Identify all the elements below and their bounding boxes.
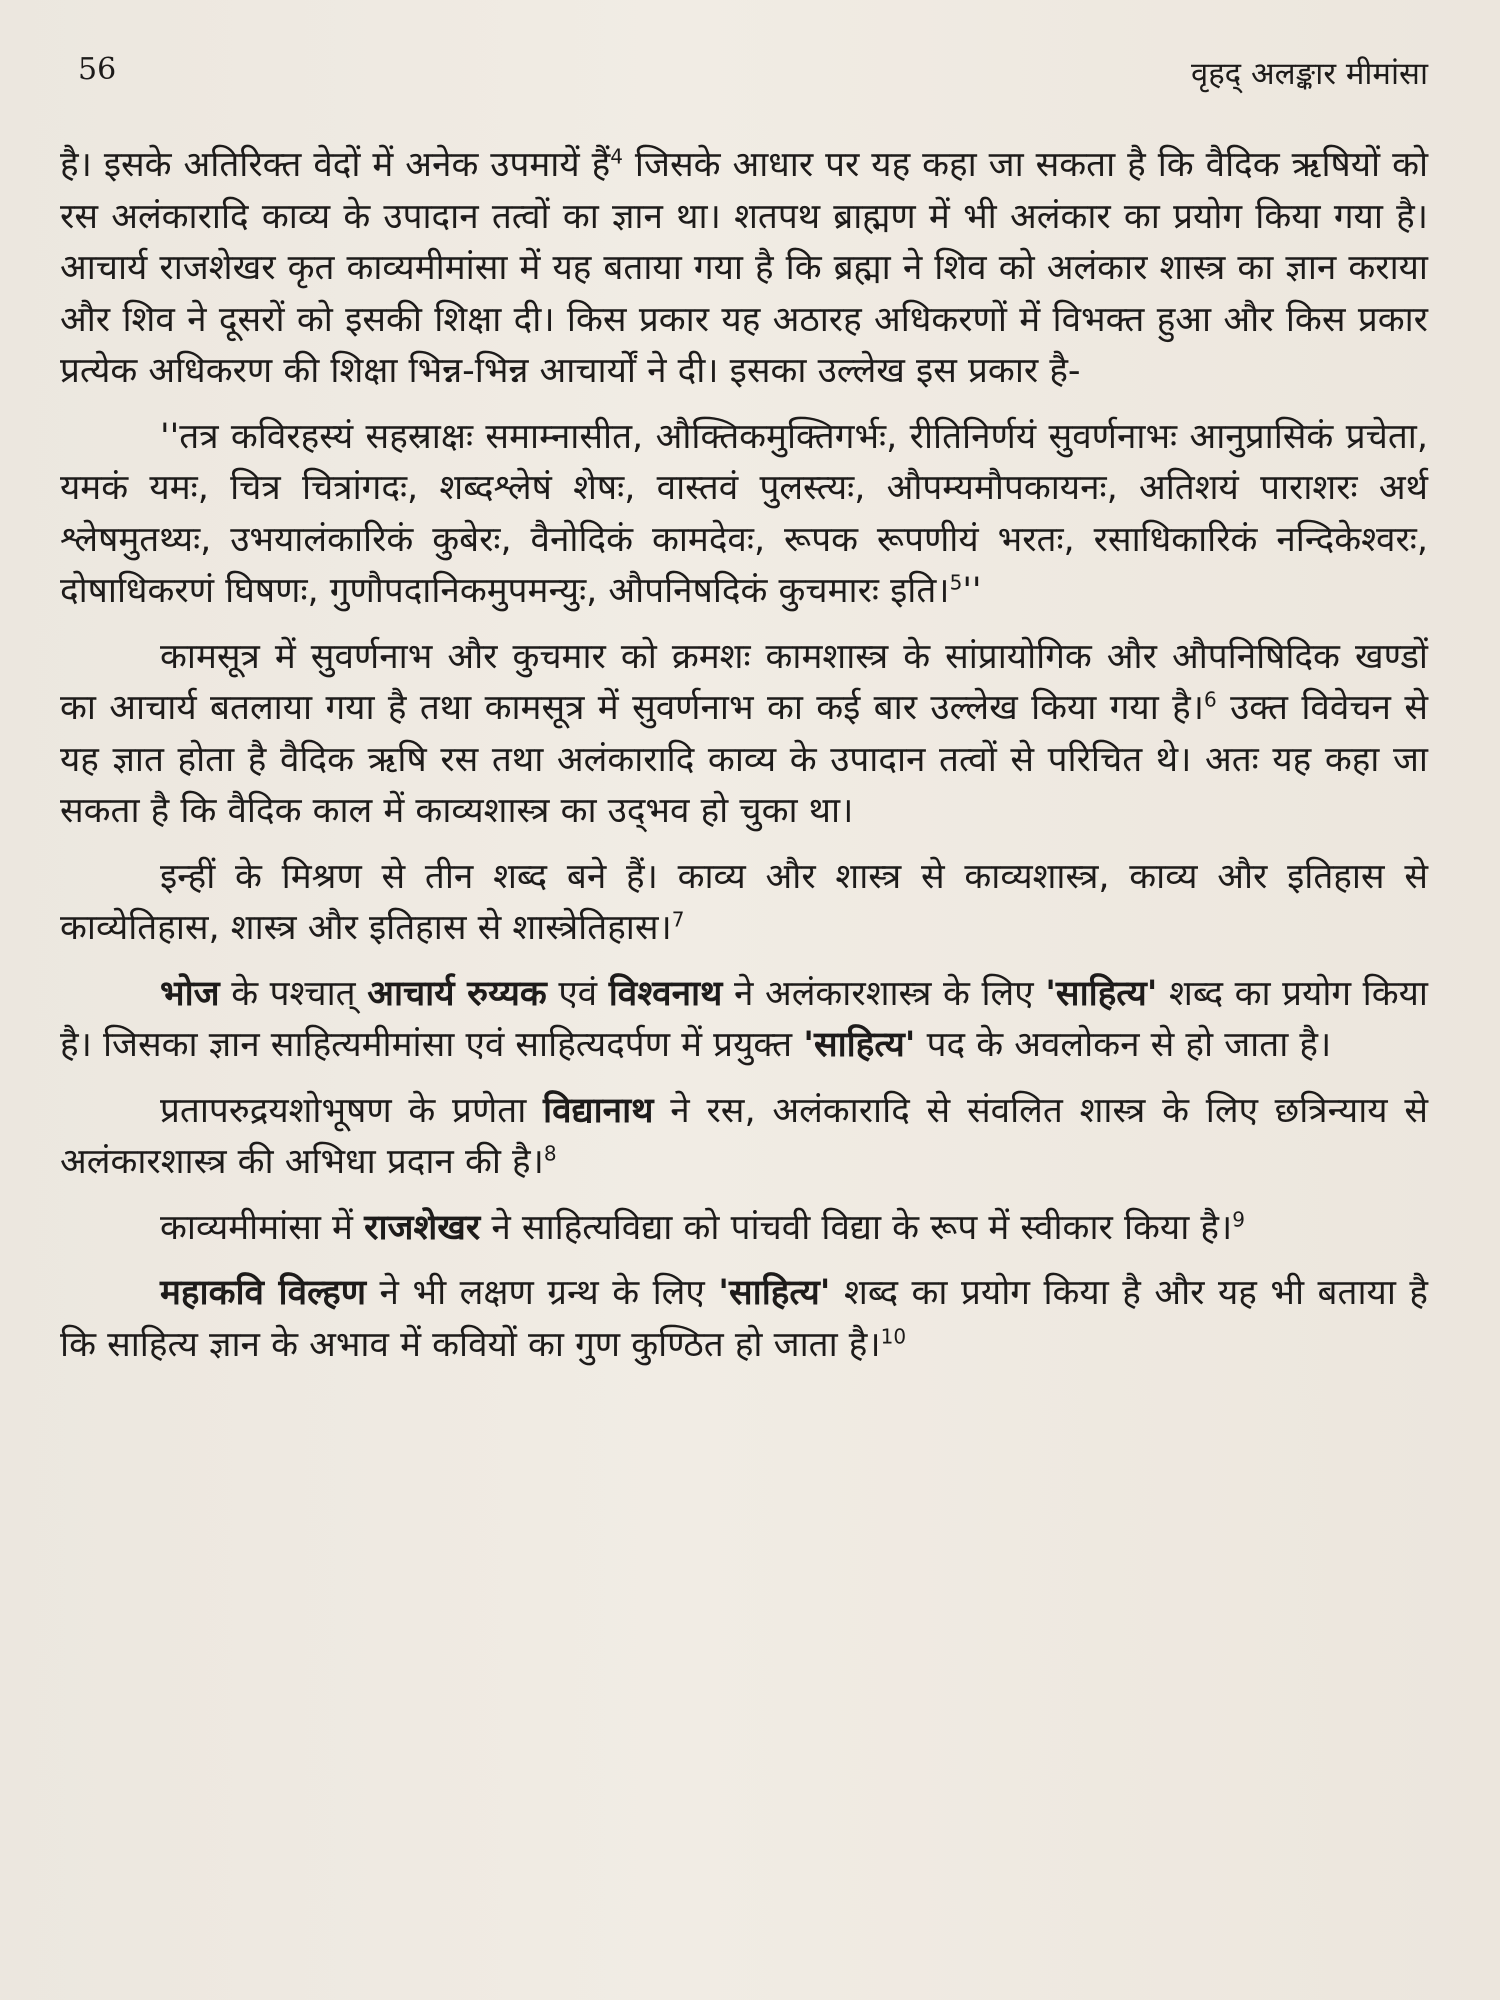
page-body bbox=[60, 140, 1428, 1385]
bold-term: विद्यानाथ bbox=[543, 1090, 654, 1131]
text-run: काव्यमीमांसा में bbox=[160, 1207, 365, 1248]
text-run: जिसके आधार पर यह कहा जा सकता है कि वैदिक ऋषियों को रस अलंकारादि काव्य के उपादान तत्वों का ज्ञान था। शतपथ ब्राह्मण में भी अलंकार का प्रयोग किया गया है। आचार्य राजशेखर कृत काव्यमीमांसा में यह बताया गया है कि ब्रह्मा ने शिव को अलंकार शास्त्र का ज्ञान कराया और शिव ने दूसरों को इसकी शिक्षा दी। किस प्रकार यह अठारह अधिकरणों में विभक्त हुआ और किस प्रकार प्रत्येक अधिकरण की शिक्षा भिन्न-भिन्न आचार्यों ने दी। इसका उल्लेख इस प्रकार है- bbox=[60, 145, 1429, 391]
text-run: उक्त विवेचन से यह ज्ञात होता है वैदिक ऋषि रस तथा अलंकारादि काव्य के उपादान तत्वों से परिचित थे। अतः यह कहा जा सकता है कि वैदिक काल में काव्यशास्त्र का उद्‌भव हो चुका था। bbox=[60, 688, 1429, 831]
body-paragraph bbox=[60, 632, 1428, 838]
text-run: है। इसके अतिरिक्त वेदों में अनेक उपमायें हैं bbox=[60, 145, 611, 185]
text-run: '' bbox=[962, 571, 982, 611]
text-run: पद के अवलोकन से हो जाता है। bbox=[915, 1025, 1332, 1065]
text-run: ने साहित्यविद्या को पांचवी विद्या के रूप में स्वीकार किया है। bbox=[480, 1207, 1233, 1248]
footnote-ref: 10 bbox=[880, 1323, 907, 1348]
body-paragraph bbox=[60, 969, 1428, 1072]
body-paragraph bbox=[60, 1086, 1428, 1189]
bold-term: विश्वनाथ bbox=[608, 973, 723, 1014]
bold-term: महाकवि विल्हण bbox=[160, 1273, 367, 1313]
page-header bbox=[78, 52, 1428, 102]
text-run: शब्द का प्रयोग किया है। जिसका ज्ञान साहित्यमीमांसा एवं साहित्यदर्पण में प्रयुक्त bbox=[60, 973, 1428, 1065]
body-paragraph bbox=[60, 1203, 1428, 1255]
text-run: ने अलंकारशास्त्र के लिए bbox=[722, 973, 1046, 1014]
text-run: ने रस, अलंकारादि से संवलित शास्त्र के लिए छत्रिन्याय से अलंकारशास्त्र की अभिधा प्रदान की है। bbox=[60, 1090, 1429, 1182]
text-run: प्रतापरुद्रयशोभूषण के प्रणेता bbox=[160, 1090, 544, 1131]
text-run: कामसूत्र में सुवर्णनाभ और कुचमार को क्रमशः कामशास्त्र के सांप्रायोगिक और औपनिषिदिक खण्डों का आचार्य बतलाया गया है तथा कामसूत्र में सुवर्णनाभ का कई बार उल्लेख किया गया है। bbox=[60, 636, 1428, 728]
body-paragraph bbox=[60, 140, 1428, 398]
bold-term: 'साहित्य' bbox=[718, 1273, 831, 1313]
footnote-ref: 4 bbox=[610, 144, 623, 169]
footnote-ref: 9 bbox=[1232, 1206, 1245, 1231]
page-number: 56 bbox=[78, 52, 117, 87]
quoted-verse bbox=[60, 412, 1428, 618]
bold-term: 'साहित्य' bbox=[1045, 973, 1158, 1014]
footnote-ref: 8 bbox=[543, 1141, 557, 1166]
text-run: ''तत्र कविरहस्यं सहस्राक्षः समाम्नासीत, औक्तिकमुक्तिगर्भः, रीतिनिर्णयं सुवर्णनाभः आनुप्रासिकं प्रचेता, यमकं यमः, चित्र चित्रांगदः, शब्दश्लेषं शेषः, वास्तवं पुलस्त्यः, औपम्यमौपकायनः, अतिशयं पाराशरः अर्थ श्लेषमुतथ्यः, उभयालंकारिकं कुबेरः, वैनोदिकं कामदेवः, रूपक रूपणीयं भरतः, रसाधिकारिकं नन्दिकेश्वरः, दोषाधिकरणं घिषणः, गुणौपदानिकमुपमन्युः, औपनिषदिकं कुचमारः इति। bbox=[60, 416, 1428, 611]
footnote-ref: 5 bbox=[949, 570, 963, 595]
bold-term: 'साहित्य' bbox=[803, 1025, 916, 1065]
body-paragraph bbox=[60, 1268, 1428, 1371]
footnote-ref: 6 bbox=[1204, 687, 1217, 712]
bold-term: राजशेखर bbox=[364, 1207, 481, 1248]
footnote-ref: 7 bbox=[671, 907, 685, 932]
text-run: इन्हीं के मिश्रण से तीन शब्द बने हैं। काव्य और शास्त्र से काव्यशास्त्र, काव्य और इतिहास से काव्येतिहास, शास्त्र और इतिहास से शास्त्रेतिहास। bbox=[60, 856, 1428, 948]
text-run: के पश्चात् bbox=[219, 973, 368, 1014]
bold-term: भोज bbox=[160, 973, 220, 1014]
text-run: एवं bbox=[546, 973, 609, 1014]
text-run: शब्द का प्रयोग किया है और यह भी बताया है कि साहित्य ज्ञान के अभाव में कवियों का गुण कुण्ठित हो जाता है। bbox=[60, 1273, 1428, 1365]
running-title: वृहद् अलङ्कार मीमांसा bbox=[1190, 56, 1428, 92]
body-paragraph bbox=[60, 852, 1428, 955]
bold-term: आचार्य रुय्यक bbox=[367, 973, 547, 1014]
text-run: ने भी लक्षण ग्रन्थ के लिए bbox=[366, 1273, 719, 1313]
